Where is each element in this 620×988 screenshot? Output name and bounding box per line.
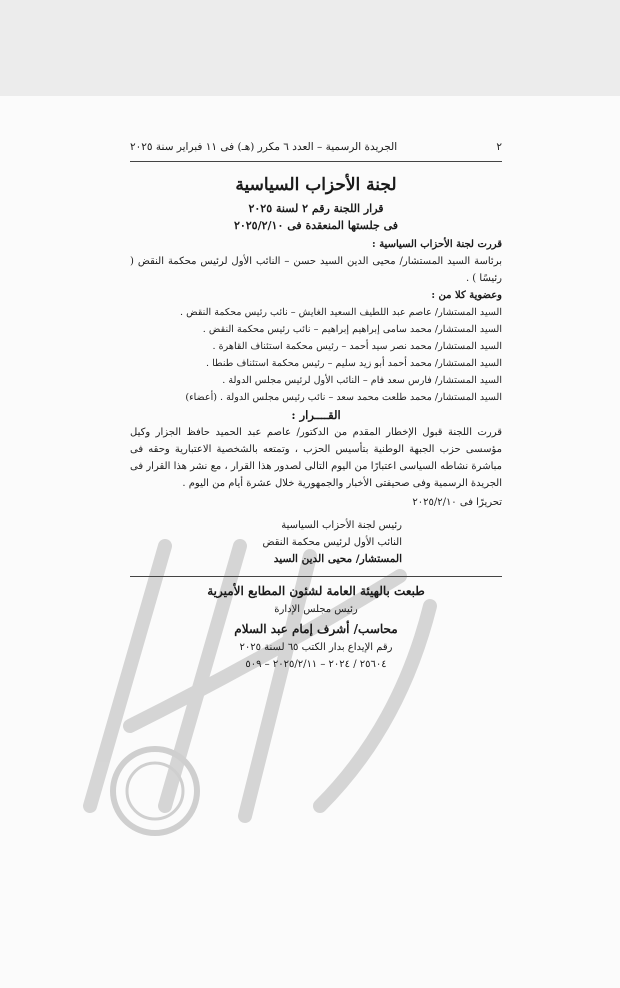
committee-intro: قررت لجنة الأحزاب السياسية : [372,239,502,250]
session-date: فى جلستها المنعقدة فى ٢٠٢٥/٢/١٠ [233,219,399,232]
chair-line: برئاسة السيد المستشار/ محيى الدين السيد حسن – النائب الأول لرئيس محكمة النقض ( رئيسًا ) . [130,256,502,284]
decision-text: قررت اللجنة قبول الإخطار المقدم من الدكتور/ عاصم عبد الحميد حافظ الجزار وكيل مؤسسى حزب الجبهة الوطنية بتأسيس الحزب ، وتمتعه بالشخصية الاعتبارية وحقه فى مباشرة نشاطه السياسى اعتبارًا من اليوم التالى لصدور هذا القرار ، مع نشر هذا القرار فى الجريدة الرسمية وفى صحيفتى الأخبار والجمهورية خلال عشرة أيام من اليوم . [130,427,503,489]
top-bar [0,0,620,96]
printed-by: طبعت بالهيئة العامة لشئون المطابع الأميرية [207,584,425,598]
member-line: السيد المستشار/ محمد سامى إبراهيم إبراهيم – نائب رئيس محكمة النقض . [202,324,502,335]
decision-heading: القــــرار : [291,408,341,422]
signature-role-2: النائب الأول لرئيس محكمة النقض [262,537,402,548]
page-header [130,140,502,162]
member-line: السيد المستشار/ محمد نصر سيد أحمد – رئيس محكمة استئناف القاهرة . [212,341,502,352]
gazette-issue: الجريدة الرسمية – العدد ٦ مكرر (هـ) فى ١١ فبراير سنة ٢٠٢٥ [130,141,398,153]
document-title: لجنة الأحزاب السياسية [235,175,397,195]
page-number: ٢ [496,141,502,153]
member-line: السيد المستشار/ عاصم عبد اللطيف السعيد الغايش – نائب رئيس محكمة النقض . [179,307,502,318]
member-line: السيد المستشار/ محمد أحمد أبو زيد سليم – رئيس محكمة استئناف طنطا . [205,358,502,369]
board-chair: رئيس مجلس الإدارة [274,604,358,615]
signature-role-1: رئيس لجنة الأحزاب السياسية [281,520,402,531]
accountant-name: محاسب/ أشرف إمام عبد السلام [234,622,398,636]
signature-block [130,517,402,568]
document-page [0,96,620,988]
member-line: السيد المستشار/ محمد طلعت محمد سعد – نائب رئيس مجلس الدولة . (أعضاء) [185,392,502,403]
gazette-document [130,140,502,673]
serial-number: ٢٥٦٠٤ / ٢٠٢٤ – ٢٠٢٥/٢/١١ – ٥٠٩ [245,659,387,670]
printer-footer [130,581,502,673]
members-list [130,304,502,406]
member-line: السيد المستشار/ فارس سعد فام – النائب الأول لرئيس مجلس الدولة . [222,375,502,386]
issued-date: تحريرًا فى ٢٠٢٥/٢/١٠ [412,497,502,508]
footer-divider [130,576,502,577]
deposit-number: رقم الإيداع بدار الكتب ٦٥ لسنة ٢٠٢٥ [239,642,393,653]
membership-intro: وعضوية كلا من : [431,290,502,301]
decision-number: قرار اللجنة رقم ٢ لسنة ٢٠٢٥ [248,202,384,215]
signature-name: المستشار/ محيى الدين السيد [273,553,402,565]
